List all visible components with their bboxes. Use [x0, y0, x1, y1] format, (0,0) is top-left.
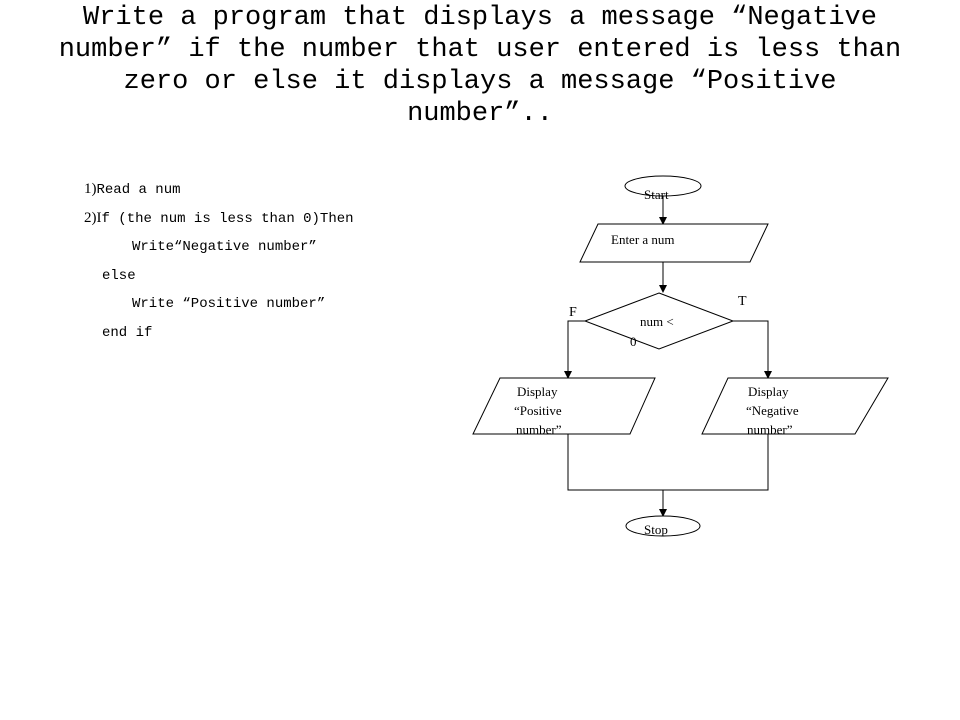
right-output-line-1: Display — [748, 384, 789, 399]
step-text-1: Read a num — [96, 182, 181, 198]
stop-label: Stop — [644, 522, 668, 537]
title-line-4: number”.. — [407, 99, 553, 129]
title-line-2: number” if the number that user entered is less than — [58, 35, 902, 65]
title-line-3: zero or else it displays a message “Positive — [123, 67, 837, 97]
false-branch-connector — [568, 321, 585, 378]
right-output-line-3: number” — [747, 422, 793, 437]
step-first-letter-2: I — [96, 210, 102, 226]
input-label: Enter a num — [611, 232, 675, 247]
left-output-line-3: number” — [516, 422, 562, 437]
left-merge-connector — [568, 434, 768, 490]
step-number-1: 1) — [84, 181, 97, 197]
start-label: Start — [644, 187, 669, 202]
true-label: T — [738, 294, 747, 309]
right-output-line-2: “Negative — [746, 403, 799, 418]
pseudo-line-6: end if — [102, 325, 153, 341]
step-number-2: 2) — [84, 210, 97, 226]
pseudo-line-5: Write “Positive number” — [132, 296, 326, 312]
decision-label-line-1: num < — [640, 314, 674, 329]
left-output-line-2: “Positive — [514, 403, 562, 418]
false-label: F — [569, 305, 577, 320]
pseudo-line-3: Write“Negative number” — [132, 239, 317, 255]
step-text-2: f (the num is less than 0)Then — [101, 211, 354, 227]
decision-label-line-2: 0 — [630, 334, 637, 349]
pseudo-line-4: else — [102, 268, 136, 284]
left-output-parallelogram — [473, 378, 655, 434]
title-line-1: Write a program that displays a message “Negative — [83, 3, 877, 33]
left-output-line-1: Display — [517, 384, 558, 399]
true-branch-connector — [733, 321, 768, 378]
